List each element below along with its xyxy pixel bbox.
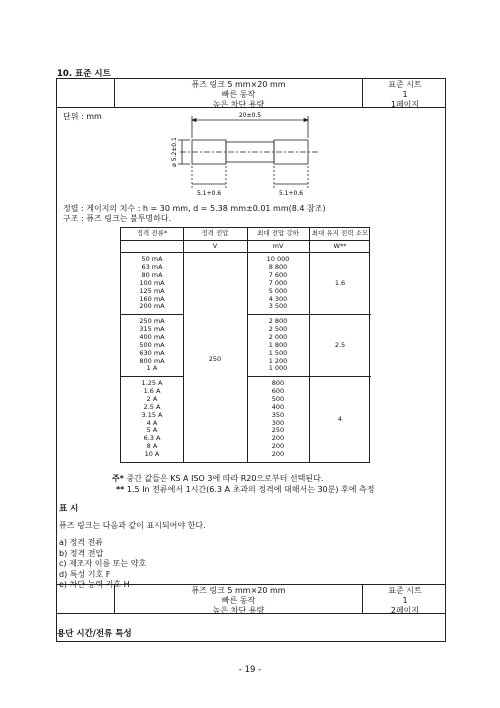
current-column-group-2 <box>121 318 183 373</box>
drop-value: 4 300 <box>268 294 288 303</box>
marking-intro: 퓨즈 링크는 다음과 같이 표시되어야 한다. <box>59 521 206 530</box>
header-title-line: 높은 차단 용량 <box>212 606 265 615</box>
drop-value: 2 500 <box>268 324 288 333</box>
current-value: 500 mA <box>139 340 165 349</box>
current-value: 3.15 A <box>141 410 163 419</box>
table-divider <box>247 376 371 377</box>
marking-title: 표 시 <box>59 504 79 514</box>
drop-value: 500 <box>271 394 285 403</box>
drop-value: 200 <box>271 434 285 443</box>
current-value: 63 mA <box>141 262 163 271</box>
drop-value: 1 200 <box>268 356 288 365</box>
current-value: 1.25 A <box>141 379 163 387</box>
current-value: 800 mA <box>139 356 165 365</box>
unit-cell: mV <box>272 242 284 250</box>
unit-cell: V <box>212 242 218 250</box>
drop-value: 8 800 <box>268 262 288 271</box>
gauge-text: 정렬 : 게이지의 치수 : h = 30 mm, d = 5.38 mm±0.01 mm(8.4 참조) <box>63 204 326 213</box>
header-sheet-line: 1 <box>402 596 408 605</box>
drop-value: 200 <box>271 450 285 459</box>
current-value: 5 A <box>146 426 158 435</box>
drop-value: 600 <box>271 386 285 395</box>
table-divider <box>121 376 183 377</box>
rating-table <box>120 227 370 463</box>
note-1-mark: 주* <box>112 474 124 483</box>
header-title-line: 빠른 동작 <box>221 596 256 605</box>
current-value: 2.5 A <box>143 402 161 411</box>
header-sheet-line: 2페이지 <box>390 606 420 615</box>
marking-item: e) 차단 능력 기호 H <box>59 580 130 589</box>
drop-value: 7 000 <box>268 278 288 287</box>
header-sheet-line: 표준 시트 <box>388 586 422 595</box>
drop-value: 300 <box>271 418 285 427</box>
header-blank-cell <box>57 585 115 613</box>
drop-value: 800 <box>271 379 285 387</box>
drop-value: 350 <box>271 410 285 419</box>
table-divider <box>247 314 371 315</box>
current-value: 6.3 A <box>143 434 161 443</box>
diameter-dim-label: ø 5.2±0.1 <box>171 137 178 167</box>
marking-item: c) 제조자 이름 또는 약호 <box>59 559 147 568</box>
section-title: 10. 표준 시트 <box>57 69 111 79</box>
table-header: 최대 유지 전력 소모 <box>311 229 369 237</box>
current-value: 100 mA <box>139 278 165 287</box>
header-title-cell <box>115 585 363 613</box>
table-header: 정격 전압 <box>201 229 229 237</box>
power-value: 4 <box>337 415 343 423</box>
current-value: 1 A <box>146 364 158 373</box>
current-value: 125 mA <box>139 286 165 295</box>
header-title-line: 퓨즈 링크 5 mm×20 mm <box>191 80 286 89</box>
drop-column-group-3 <box>247 380 309 459</box>
current-value: 160 mA <box>139 294 165 303</box>
marking-item: a) 정격 전류 <box>59 538 104 547</box>
drop-value: 10 000 <box>266 255 290 263</box>
table-divider <box>121 240 369 241</box>
current-value: 400 mA <box>139 332 165 341</box>
note-2-text: 1.5 In 전류에서 1시간(6.3 A 초과의 정격에 대해서는 30분) 후에 측정 <box>126 485 375 494</box>
note-2 <box>116 485 375 495</box>
header-title-line: 빠른 동작 <box>221 90 256 99</box>
header-title-cell <box>115 79 363 107</box>
structure-text: 구조 : 퓨즈 링크는 불투명하다. <box>63 214 172 223</box>
header-blank-cell <box>57 79 115 107</box>
sheet-header-top <box>56 78 446 108</box>
marking-item: b) 정격 전압 <box>59 548 104 558</box>
right-cap-dim-label: 5.1+0.6 <box>278 190 304 197</box>
fuse-dimension-drawing <box>168 108 338 198</box>
current-column-group-1 <box>121 256 183 311</box>
drop-value: 200 <box>271 442 285 451</box>
current-value: 50 mA <box>141 255 163 263</box>
drop-value: 400 <box>271 402 285 411</box>
drop-value: 2 800 <box>268 317 288 325</box>
current-value: 80 mA <box>141 270 163 279</box>
drop-value: 5 000 <box>268 286 288 295</box>
current-value: 315 mA <box>139 324 165 333</box>
drop-value: 1 000 <box>268 364 288 373</box>
power-value: 1.6 <box>334 279 346 287</box>
marking-list <box>59 538 146 591</box>
header-sheet-line: 1 <box>402 90 408 99</box>
unit-label: 단위 : mm <box>63 112 102 121</box>
header-sheet-cell <box>363 79 447 107</box>
current-column-group-3 <box>121 380 183 459</box>
current-value: 4 A <box>146 418 158 427</box>
sheet-header-bottom <box>56 584 446 614</box>
rated-voltage-value: 250 <box>208 355 222 363</box>
footer-title: 용단 시간/전류 특성 <box>57 629 132 639</box>
table-divider <box>183 228 184 462</box>
unit-cell: W** <box>333 242 347 250</box>
left-cap-dim-label: 5.1+0.6 <box>196 190 222 197</box>
marking-item: d) 특성 기호 F <box>59 569 111 579</box>
current-value: 10 A <box>144 450 160 459</box>
current-value: 200 mA <box>139 302 165 311</box>
table-divider <box>121 314 183 315</box>
current-value: 2 A <box>146 394 158 403</box>
drop-column-group-2 <box>247 318 309 373</box>
drop-value: 250 <box>271 426 285 435</box>
header-sheet-line: 1페이지 <box>390 100 420 109</box>
current-value: 1.6 A <box>143 386 161 395</box>
table-divider <box>121 252 369 253</box>
note-1 <box>112 474 323 484</box>
length-dim-label: 20±0.5 <box>238 112 262 119</box>
table-header: 최대 전압 강하 <box>257 229 299 237</box>
page-number: - 19 - <box>238 665 262 675</box>
note-1-text: 중간 값들은 KS A ISO 3에 따라 R20으로부터 선택된다. <box>126 474 324 483</box>
drop-value: 3 500 <box>268 302 288 311</box>
drop-column-group-1 <box>247 256 309 311</box>
header-title-line: 퓨즈 링크 5 mm×20 mm <box>191 586 286 595</box>
header-sheet-cell <box>363 585 447 613</box>
drop-value: 7 600 <box>268 270 288 279</box>
current-value: 8 A <box>146 442 158 451</box>
header-title-line: 높은 차단 용량 <box>212 100 265 109</box>
header-sheet-line: 표준 시트 <box>388 80 422 89</box>
current-value: 630 mA <box>139 348 165 357</box>
power-value: 2.5 <box>334 341 346 349</box>
current-value: 250 mA <box>139 317 165 325</box>
drop-value: 1 500 <box>268 348 288 357</box>
drop-value: 2 000 <box>268 332 288 341</box>
note-2-mark: ** <box>116 485 125 494</box>
drop-value: 1 800 <box>268 340 288 349</box>
table-header: 정격 전류* <box>136 229 168 237</box>
